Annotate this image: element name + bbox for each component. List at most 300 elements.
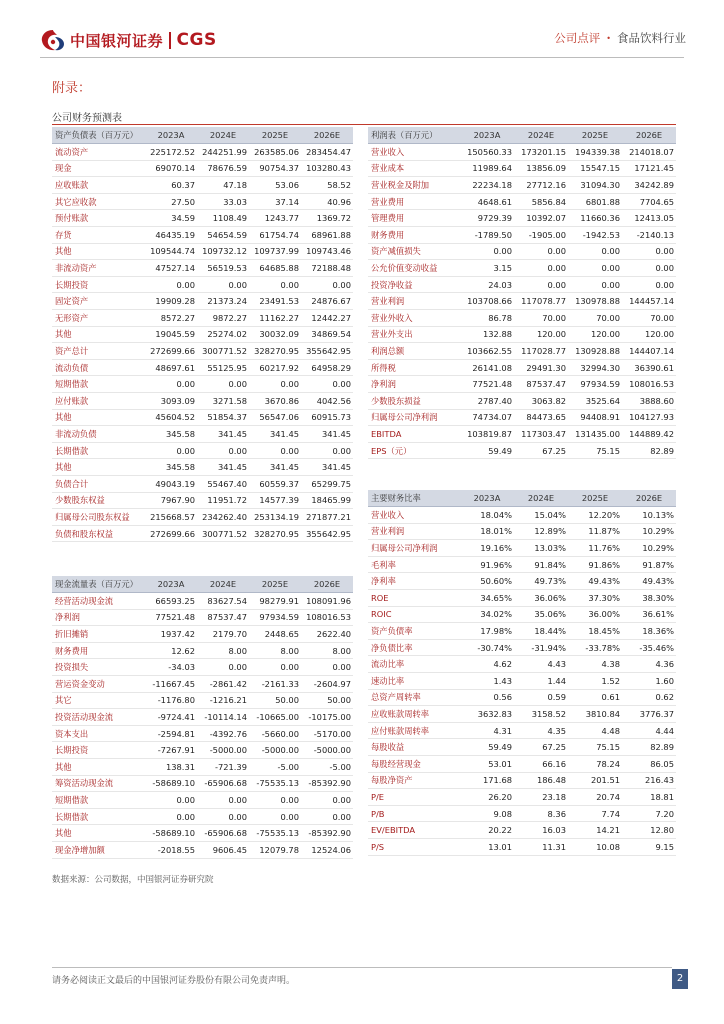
value-cell: 17121.45 [622,160,676,177]
value-cell: -5000.00 [197,742,249,759]
value-cell: 55467.40 [197,475,249,492]
value-cell: 10.29% [622,540,676,557]
row-label: 毛利率 [368,556,460,573]
value-cell: 0.00 [301,792,353,809]
value-cell: 4.48 [568,722,622,739]
table-row [52,593,353,610]
table-row [52,243,353,260]
value-cell: 59.49 [460,442,514,459]
row-label: 少数股东损益 [368,393,460,410]
value-cell: 341.45 [249,459,301,476]
value-cell: -85392.90 [301,775,353,792]
value-cell: 0.00 [249,659,301,676]
value-cell: 9.15 [622,838,676,855]
value-cell: 3093.09 [145,393,197,410]
row-label: 资产总计 [52,343,145,360]
table-row [52,227,353,244]
table-row [52,742,353,759]
value-cell: 60915.73 [301,409,353,426]
value-cell: 19045.59 [145,326,197,343]
table-row [368,606,676,623]
value-cell: 66.16 [514,756,568,773]
value-cell: 35.06% [514,606,568,623]
value-cell: 77521.48 [145,609,197,626]
value-cell: 0.00 [622,260,676,277]
table-row [52,659,353,676]
row-label: 流动资产 [52,144,145,161]
value-cell: 138.31 [145,759,197,776]
value-cell: 18.45% [568,623,622,640]
table-row [52,692,353,709]
table-row [368,160,676,177]
table-row [368,722,676,739]
value-cell: -34.03 [145,659,197,676]
row-label: 净利润 [368,376,460,393]
row-label: 经营活动现金流 [52,593,145,610]
table-header-row [368,127,676,144]
value-cell: 51854.37 [197,409,249,426]
value-cell: 23.18 [514,789,568,806]
key-ratios-table [368,490,676,856]
row-label: P/E [368,789,460,806]
value-cell: 19.16% [460,540,514,557]
value-cell: 27.50 [145,193,197,210]
value-cell: -1942.53 [568,227,622,244]
value-cell: 2448.65 [249,626,301,643]
industry-label: 食品饮料行业 [617,31,686,45]
value-cell: 37.14 [249,193,301,210]
value-cell: -2604.97 [301,676,353,693]
value-cell: -11667.45 [145,676,197,693]
table-row [52,393,353,410]
value-cell: 300771.52 [197,525,249,542]
value-cell: 18.44% [514,623,568,640]
value-cell: 0.00 [249,808,301,825]
value-cell: 2622.40 [301,626,353,643]
value-cell: 0.00 [460,243,514,260]
year-header: 2023A [145,576,197,593]
value-cell: 271877.21 [301,509,353,526]
value-cell: 66593.25 [145,593,197,610]
table-row [52,442,353,459]
row-label: 投资活动现金流 [52,709,145,726]
value-cell: -721.39 [197,759,249,776]
header-divider [40,57,684,58]
value-cell: 3271.58 [197,393,249,410]
value-cell: 0.00 [568,260,622,277]
value-cell: 130928.88 [568,343,622,360]
value-cell: 120.00 [514,326,568,343]
value-cell: 0.56 [460,689,514,706]
value-cell: 46435.19 [145,227,197,244]
table-row [52,808,353,825]
value-cell: 103280.43 [301,160,353,177]
table-row [368,673,676,690]
table-header-row [368,490,676,507]
income-statement-table [368,127,676,459]
row-label: 负债和股东权益 [52,525,145,542]
value-cell: 263585.06 [249,144,301,161]
table-row [52,210,353,227]
value-cell: 24.03 [460,276,514,293]
row-label: 营运资金变动 [52,676,145,693]
value-cell: -65906.68 [197,775,249,792]
value-cell: 341.45 [301,459,353,476]
value-cell: 36.06% [514,590,568,607]
value-cell: 68961.88 [301,227,353,244]
row-label: 应付账款周转率 [368,722,460,739]
value-cell: 7967.90 [145,492,197,509]
value-cell: -10175.00 [301,709,353,726]
row-label: 其他 [52,759,145,776]
value-cell: -65906.68 [197,825,249,842]
value-cell: -1789.50 [460,227,514,244]
table-row [52,492,353,509]
value-cell: 12413.05 [622,210,676,227]
value-cell: 0.00 [249,376,301,393]
value-cell: 0.00 [622,276,676,293]
value-cell: 86.05 [622,756,676,773]
row-label: 每股经营现金 [368,756,460,773]
row-label: 应付账款 [52,393,145,410]
table-row [368,177,676,194]
value-cell: 3888.60 [622,393,676,410]
table-row [52,276,353,293]
value-cell: 1.44 [514,673,568,690]
value-cell: 171.68 [460,772,514,789]
value-cell: 9.08 [460,805,514,822]
value-cell: 34869.54 [301,326,353,343]
table-row [368,639,676,656]
table-row [368,426,676,443]
value-cell: 18.01% [460,523,514,540]
value-cell: 13856.09 [514,160,568,177]
table-row [368,772,676,789]
value-cell: -1176.80 [145,692,197,709]
value-cell: 12.62 [145,642,197,659]
value-cell: 272699.66 [145,525,197,542]
value-cell: 0.00 [197,376,249,393]
row-label: 营业收入 [368,507,460,524]
value-cell: 2787.40 [460,393,514,410]
value-cell: 4042.56 [301,393,353,410]
value-cell: 144889.42 [622,426,676,443]
row-label: 存货 [52,227,145,244]
table-row [368,293,676,310]
value-cell: 4.36 [622,656,676,673]
table-row [52,609,353,626]
value-cell: 0.61 [568,689,622,706]
value-cell: 94408.91 [568,409,622,426]
table-header-row [52,576,353,593]
value-cell: 3.15 [460,260,514,277]
value-cell: 18.04% [460,507,514,524]
value-cell: 173201.15 [514,144,568,161]
value-cell: 355642.95 [301,343,353,360]
table-title: 主要财务比率 [368,490,460,507]
year-header: 2025E [568,127,622,144]
data-source-note: 数据来源：公司数据，中国银河证券研究院 [52,875,214,885]
table-row [52,326,353,343]
value-cell: -5660.00 [249,725,301,742]
table-row [368,623,676,640]
value-cell: 83627.54 [197,593,249,610]
row-label: ROE [368,590,460,607]
year-header: 2025E [249,576,301,593]
value-cell: 4648.61 [460,193,514,210]
value-cell: 108091.96 [301,593,353,610]
row-label: ROIC [368,606,460,623]
value-cell: 3810.84 [568,706,622,723]
value-cell: -5000.00 [249,742,301,759]
value-cell: 56547.06 [249,409,301,426]
table-row [368,556,676,573]
value-cell: 0.62 [622,689,676,706]
value-cell: -58689.10 [145,825,197,842]
value-cell: 21373.24 [197,293,249,310]
value-cell: -1216.21 [197,692,249,709]
value-cell: 0.00 [145,792,197,809]
value-cell: 60559.37 [249,475,301,492]
value-cell: -5170.00 [301,725,353,742]
value-cell: 1937.42 [145,626,197,643]
table-row [368,689,676,706]
row-label: 资产负债率 [368,623,460,640]
value-cell: 345.58 [145,426,197,443]
value-cell: 214018.07 [622,144,676,161]
value-cell: 70.00 [568,310,622,327]
value-cell: 130978.88 [568,293,622,310]
value-cell: 36.61% [622,606,676,623]
value-cell: 117078.77 [514,293,568,310]
table-row [52,193,353,210]
value-cell: 53.01 [460,756,514,773]
value-cell: 11951.72 [197,492,249,509]
value-cell: 1.52 [568,673,622,690]
value-cell: 70.00 [514,310,568,327]
value-cell: 186.48 [514,772,568,789]
table-row [368,523,676,540]
value-cell: 15.04% [514,507,568,524]
value-cell: 272699.66 [145,343,197,360]
table-row [368,359,676,376]
table-row [368,326,676,343]
table-row [368,706,676,723]
value-cell: 97934.59 [249,609,301,626]
row-label: 营业收入 [368,144,460,161]
value-cell: 67.25 [514,739,568,756]
row-label: 其他 [52,459,145,476]
value-cell: 0.00 [514,260,568,277]
table-row [52,144,353,161]
row-label: 现金净增加额 [52,842,145,859]
value-cell: -2018.55 [145,842,197,859]
value-cell: 47527.14 [145,260,197,277]
value-cell: -2594.81 [145,725,197,742]
row-label: 归属母公司净利润 [368,409,460,426]
value-cell: 0.00 [145,376,197,393]
value-cell: 0.00 [197,792,249,809]
row-label: 管理费用 [368,210,460,227]
value-cell: 11.76% [568,540,622,557]
year-header: 2024E [197,576,249,593]
row-label: 净利润 [52,609,145,626]
value-cell: 38.30% [622,590,676,607]
row-label: 所得税 [368,359,460,376]
value-cell: 49.73% [514,573,568,590]
value-cell: 7.20 [622,805,676,822]
value-cell: 15547.15 [568,160,622,177]
table-title: 现金流量表（百万元） [52,576,145,593]
value-cell: 8.00 [197,642,249,659]
row-label: 净负债比率 [368,639,460,656]
value-cell: 109737.99 [249,243,301,260]
value-cell: 34242.89 [622,177,676,194]
row-label: 长期借款 [52,442,145,459]
table-row [368,822,676,839]
value-cell: 87537.47 [197,609,249,626]
value-cell: 341.45 [197,426,249,443]
value-cell: 1108.49 [197,210,249,227]
table-row [368,756,676,773]
table-row [52,376,353,393]
value-cell: 0.59 [514,689,568,706]
value-cell: 40.96 [301,193,353,210]
value-cell: 34.65% [460,590,514,607]
value-cell: -31.94% [514,639,568,656]
year-header: 2026E [622,490,676,507]
table-row [368,739,676,756]
value-cell: 13.03% [514,540,568,557]
value-cell: 6801.88 [568,193,622,210]
table-row [52,426,353,443]
value-cell: -5000.00 [301,742,353,759]
year-header: 2023A [460,490,514,507]
value-cell: 300771.52 [197,343,249,360]
value-cell: 0.00 [145,276,197,293]
value-cell: 11162.27 [249,310,301,327]
row-label: 应收账款 [52,177,145,194]
value-cell: 86.78 [460,310,514,327]
value-cell: 78676.59 [197,160,249,177]
value-cell: 341.45 [197,459,249,476]
value-cell: 341.45 [249,426,301,443]
year-header: 2025E [249,127,301,144]
value-cell: 328270.95 [249,343,301,360]
value-cell: 4.31 [460,722,514,739]
value-cell: 0.00 [249,442,301,459]
value-cell: 24876.67 [301,293,353,310]
value-cell: 3525.64 [568,393,622,410]
value-cell: 12.80 [622,822,676,839]
value-cell: 82.89 [622,739,676,756]
row-label: 其他 [52,243,145,260]
value-cell: 20.22 [460,822,514,839]
value-cell: 194339.38 [568,144,622,161]
value-cell: 8572.27 [145,310,197,327]
table-row [368,573,676,590]
row-label: 折旧摊销 [52,626,145,643]
value-cell: 341.45 [301,426,353,443]
value-cell: 12079.78 [249,842,301,859]
value-cell: 75.15 [568,442,622,459]
row-label: 资产减值损失 [368,243,460,260]
value-cell: 56519.53 [197,260,249,277]
value-cell: 26141.08 [460,359,514,376]
table-row [52,626,353,643]
value-cell: -58689.10 [145,775,197,792]
value-cell: 0.00 [197,276,249,293]
row-label: 速动比率 [368,673,460,690]
value-cell: 49043.19 [145,475,197,492]
value-cell: 3670.86 [249,393,301,410]
value-cell: 12.20% [568,507,622,524]
value-cell: 7704.65 [622,193,676,210]
value-cell: 0.00 [197,442,249,459]
value-cell: 117028.77 [514,343,568,360]
row-label: P/B [368,805,460,822]
value-cell: 103819.87 [460,426,514,443]
value-cell: 59.49 [460,739,514,756]
value-cell: 11.87% [568,523,622,540]
value-cell: 3776.37 [622,706,676,723]
value-cell: 131435.00 [568,426,622,443]
value-cell: 29491.30 [514,359,568,376]
row-label: 长期借款 [52,808,145,825]
value-cell: 36.00% [568,606,622,623]
row-label: 其他 [52,326,145,343]
logo-text-en: CGS [176,30,217,50]
value-cell: 49.43% [568,573,622,590]
table-row [52,525,353,542]
balance-sheet-table [52,127,353,542]
table-header-row [52,127,353,144]
value-cell: 61754.74 [249,227,301,244]
value-cell: 26.20 [460,789,514,806]
table-row [368,227,676,244]
value-cell: 4.35 [514,722,568,739]
value-cell: 91.84% [514,556,568,573]
value-cell: 74734.07 [460,409,514,426]
value-cell: 109732.12 [197,243,249,260]
table-row [368,838,676,855]
row-label: 非流动资产 [52,260,145,277]
value-cell: 103662.55 [460,343,514,360]
value-cell: 10.29% [622,523,676,540]
value-cell: -33.78% [568,639,622,656]
value-cell: -7267.91 [145,742,197,759]
row-label: 每股收益 [368,739,460,756]
value-cell: 11989.64 [460,160,514,177]
table-row [52,825,353,842]
value-cell: 0.00 [249,276,301,293]
value-cell: -2161.33 [249,676,301,693]
value-cell: 216.43 [622,772,676,789]
value-cell: 77521.48 [460,376,514,393]
table-row [52,343,353,360]
value-cell: 87537.47 [514,376,568,393]
value-cell: 4.38 [568,656,622,673]
table-row [52,359,353,376]
value-cell: -10665.00 [249,709,301,726]
row-label: 财务费用 [52,642,145,659]
cash-flow-table [52,576,353,859]
value-cell: 144457.14 [622,293,676,310]
row-label: P/S [368,838,460,855]
year-header: 2026E [301,127,353,144]
row-label: 财务费用 [368,227,460,244]
value-cell: 1.43 [460,673,514,690]
